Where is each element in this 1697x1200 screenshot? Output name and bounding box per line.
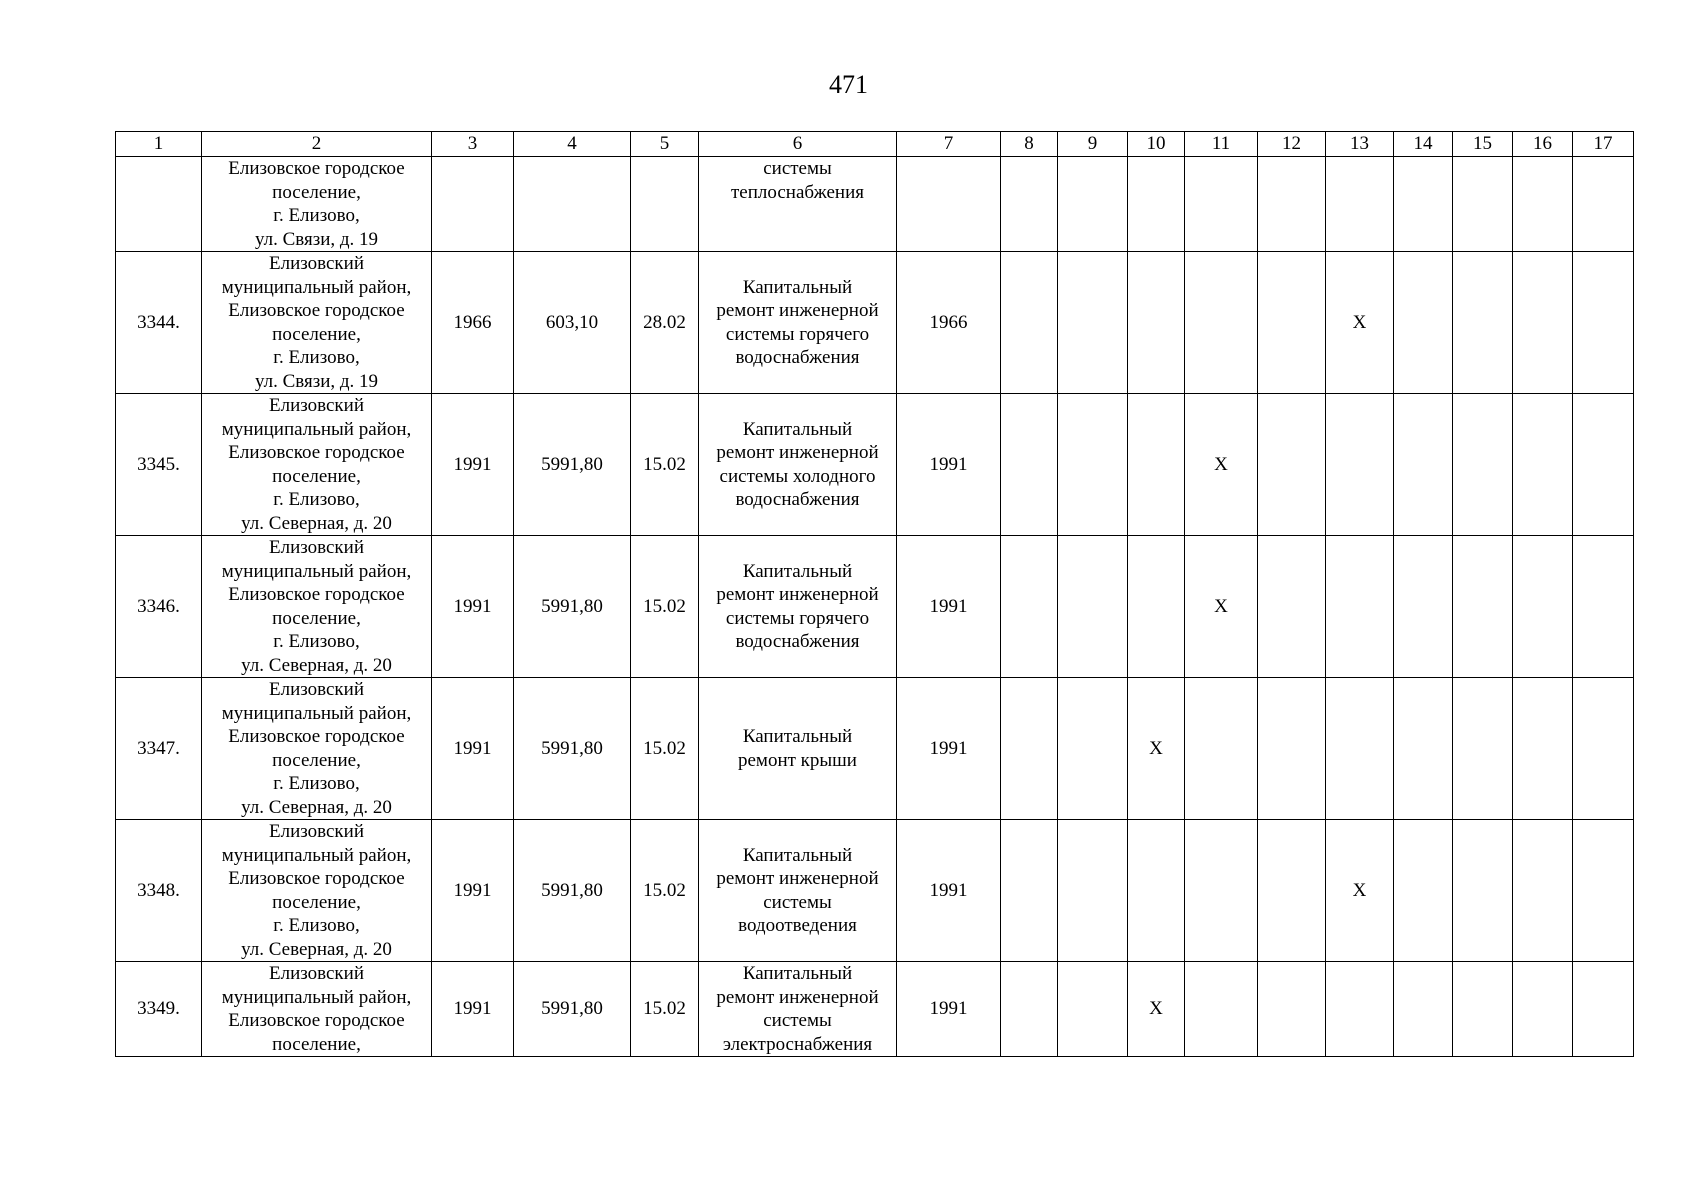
work-type-cell	[699, 536, 897, 678]
cell-col-14	[1394, 678, 1453, 820]
cell-col-3	[432, 678, 514, 820]
cell-col-17	[1573, 962, 1634, 1057]
column-header-8	[1001, 132, 1058, 157]
column-header-3-text: 3	[467, 133, 478, 154]
work-type-cell	[699, 252, 897, 394]
cell-col-12	[1258, 536, 1326, 678]
column-header-10	[1128, 132, 1185, 157]
row-number-text: 3349.	[137, 998, 180, 1020]
cell-col-16	[1513, 394, 1573, 536]
cell-col-14	[1394, 394, 1453, 536]
cell-col-5-text: 15.02	[643, 737, 686, 759]
cell-col-8	[1001, 252, 1058, 394]
cell-col-12	[1258, 157, 1326, 252]
row-number	[116, 252, 202, 394]
cell-col-4	[514, 157, 631, 252]
mark-cell	[1185, 536, 1258, 678]
address-cell-text: Елизовский муниципальный район, Елизовское городское поселение, г. Елизово, ул. Северная, д. 20	[221, 679, 412, 818]
row-number-text: 3346.	[137, 595, 180, 617]
cell-col-9	[1058, 820, 1128, 962]
cell-col-4-text: 5991,80	[541, 998, 603, 1020]
column-header-11-text: 11	[1211, 133, 1231, 154]
register-table	[115, 131, 1634, 1057]
cell-col-9	[1058, 678, 1128, 820]
row-number-text: 3345.	[137, 453, 180, 475]
mark-cell-text: X	[1149, 998, 1163, 1020]
cell-col-10	[1128, 394, 1185, 536]
cell-col-15	[1453, 252, 1513, 394]
cell-col-16	[1513, 678, 1573, 820]
page-number: 471	[829, 70, 868, 99]
cell-col-7-text: 1991	[929, 998, 968, 1020]
work-type-cell-text: Капитальный ремонт инженерной системы горячего водоснабжения	[716, 560, 879, 652]
table-row	[116, 536, 1634, 678]
cell-col-2-text: Елизовское городское поселение, г. Елизово, ул. Связи, д. 19	[228, 158, 405, 250]
address-cell	[202, 252, 432, 394]
cell-col-8	[1001, 536, 1058, 678]
cell-col-12	[1258, 820, 1326, 962]
cell-col-15	[1453, 536, 1513, 678]
cell-col-1	[116, 157, 202, 252]
cell-col-4	[514, 678, 631, 820]
cell-col-5	[631, 157, 699, 252]
cell-col-7	[897, 536, 1001, 678]
column-header-6	[699, 132, 897, 157]
work-type-cell	[699, 820, 897, 962]
work-type-cell	[699, 962, 897, 1057]
cell-col-16	[1513, 820, 1573, 962]
column-header-13	[1326, 132, 1394, 157]
cell-col-5-text: 15.02	[643, 453, 686, 475]
column-header-13-text: 13	[1350, 133, 1369, 154]
work-type-cell-text: Капитальный ремонт инженерной системы электроснабжения	[716, 963, 879, 1055]
cell-col-3-text: 1991	[453, 879, 492, 901]
cell-col-8	[1001, 394, 1058, 536]
cell-col-9	[1058, 157, 1128, 252]
address-cell-text: Елизовский муниципальный район, Елизовское городское поселение, г. Елизово, ул. Связи, д. 19	[221, 253, 412, 392]
cell-col-2	[202, 157, 432, 252]
cell-col-14	[1394, 820, 1453, 962]
cell-col-13	[1326, 962, 1394, 1057]
cell-col-17	[1573, 678, 1634, 820]
cell-col-11	[1185, 252, 1258, 394]
cell-col-7	[897, 962, 1001, 1057]
cell-col-3	[432, 157, 514, 252]
cell-col-4	[514, 536, 631, 678]
cell-col-5	[631, 962, 699, 1057]
cell-col-3-text: 1991	[453, 998, 492, 1020]
cell-col-5-text: 15.02	[643, 879, 686, 901]
cell-col-8	[1001, 820, 1058, 962]
cell-col-4-text: 5991,80	[541, 737, 603, 759]
cell-col-3-text: 1966	[453, 311, 492, 333]
cell-col-15	[1453, 394, 1513, 536]
column-header-14	[1394, 132, 1453, 157]
column-header-5-text: 5	[659, 133, 670, 154]
mark-cell-text: X	[1149, 737, 1163, 759]
cell-col-4	[514, 394, 631, 536]
mark-cell-text: X	[1214, 453, 1228, 475]
cell-col-14	[1394, 252, 1453, 394]
address-cell	[202, 962, 432, 1057]
cell-col-7	[897, 678, 1001, 820]
column-header-3	[432, 132, 514, 157]
column-header-12	[1258, 132, 1326, 157]
cell-col-16	[1513, 157, 1573, 252]
address-cell	[202, 536, 432, 678]
address-cell	[202, 820, 432, 962]
cell-col-9	[1058, 394, 1128, 536]
cell-col-5	[631, 536, 699, 678]
cell-col-5	[631, 394, 699, 536]
cell-col-11	[1185, 820, 1258, 962]
cell-col-8	[1001, 962, 1058, 1057]
table-row	[116, 678, 1634, 820]
cell-col-7-text: 1991	[929, 595, 968, 617]
column-header-12-text: 12	[1282, 133, 1301, 154]
row-number	[116, 962, 202, 1057]
cell-col-3-text: 1991	[453, 453, 492, 475]
column-header-14-text: 14	[1413, 133, 1433, 154]
cell-col-9	[1058, 252, 1128, 394]
cell-col-3	[432, 252, 514, 394]
cell-col-12	[1258, 962, 1326, 1057]
column-header-15	[1453, 132, 1513, 157]
cell-col-15	[1453, 678, 1513, 820]
cell-col-10	[1128, 157, 1185, 252]
address-cell-text: Елизовский муниципальный район, Елизовское городское поселение,	[221, 963, 412, 1055]
column-header-5	[631, 132, 699, 157]
column-header-15-text: 15	[1473, 133, 1492, 154]
column-header-17	[1573, 132, 1634, 157]
mark-cell-text: X	[1214, 595, 1228, 617]
cell-col-17	[1573, 157, 1634, 252]
cell-col-5-text: 28.02	[643, 311, 686, 333]
cell-col-3-text: 1991	[453, 737, 492, 759]
cell-col-12	[1258, 678, 1326, 820]
address-cell-text: Елизовский муниципальный район, Елизовское городское поселение, г. Елизово, ул. Северная, д. 20	[221, 395, 412, 534]
mark-cell-text: X	[1352, 311, 1367, 333]
column-header-1-text: 1	[153, 133, 164, 154]
mark-cell-text: X	[1352, 879, 1367, 901]
cell-col-4	[514, 962, 631, 1057]
column-header-6-text: 6	[792, 133, 803, 154]
cell-col-3	[432, 962, 514, 1057]
mark-cell	[1185, 394, 1258, 536]
column-header-9-text: 9	[1087, 133, 1098, 154]
cell-col-5-text: 15.02	[643, 595, 686, 617]
column-header-16-text: 16	[1533, 133, 1552, 154]
cell-col-8	[1001, 157, 1058, 252]
cell-col-16	[1513, 252, 1573, 394]
cell-col-14	[1394, 536, 1453, 678]
header-row	[116, 132, 1634, 157]
cell-col-16	[1513, 536, 1573, 678]
cell-col-14	[1394, 962, 1453, 1057]
row-number-text: 3344.	[137, 311, 180, 333]
address-cell-text: Елизовский муниципальный район, Елизовское городское поселение, г. Елизово, ул. Северная, д. 20	[221, 537, 412, 676]
column-header-9	[1058, 132, 1128, 157]
work-type-cell	[699, 678, 897, 820]
continuation-row	[116, 157, 1634, 252]
cell-col-10	[1128, 536, 1185, 678]
cell-col-13	[1326, 157, 1394, 252]
column-header-2	[202, 132, 432, 157]
table-row	[116, 820, 1634, 962]
row-number-text: 3347.	[137, 737, 180, 759]
cell-col-7-text: 1991	[929, 737, 968, 759]
cell-col-4-text: 5991,80	[541, 595, 603, 617]
cell-col-5	[631, 252, 699, 394]
cell-col-9	[1058, 962, 1128, 1057]
cell-col-3	[432, 536, 514, 678]
table-row	[116, 962, 1634, 1057]
cell-col-11	[1185, 157, 1258, 252]
table-row	[116, 394, 1634, 536]
work-type-cell-text: Капитальный ремонт инженерной системы холодного водоснабжения	[716, 418, 879, 510]
cell-col-11	[1185, 962, 1258, 1057]
cell-col-6	[699, 157, 897, 252]
cell-col-9	[1058, 536, 1128, 678]
cell-col-7-text: 1991	[929, 453, 968, 475]
cell-col-13	[1326, 536, 1394, 678]
cell-col-17	[1573, 820, 1634, 962]
cell-col-7-text: 1966	[929, 311, 968, 333]
cell-col-7	[897, 157, 1001, 252]
cell-col-4	[514, 252, 631, 394]
cell-col-5-text: 15.02	[643, 998, 686, 1020]
column-header-4-text: 4	[567, 133, 577, 154]
cell-col-15	[1453, 820, 1513, 962]
mark-cell	[1326, 252, 1394, 394]
cell-col-17	[1573, 252, 1634, 394]
row-number	[116, 678, 202, 820]
work-type-cell-text: Капитальный ремонт крыши	[738, 726, 857, 771]
row-number	[116, 394, 202, 536]
cell-col-12	[1258, 252, 1326, 394]
column-header-2-text: 2	[311, 133, 322, 154]
work-type-cell-text: Капитальный ремонт инженерной системы горячего водоснабжения	[716, 276, 879, 368]
address-cell-text: Елизовский муниципальный район, Елизовское городское поселение, г. Елизово, ул. Северная, д. 20	[221, 821, 412, 960]
cell-col-3	[432, 820, 514, 962]
cell-col-5	[631, 820, 699, 962]
column-header-10-text: 10	[1146, 133, 1166, 154]
cell-col-7	[897, 252, 1001, 394]
cell-col-5	[631, 678, 699, 820]
cell-col-3-text: 1991	[453, 595, 492, 617]
cell-col-15	[1453, 962, 1513, 1057]
cell-col-17	[1573, 394, 1634, 536]
cell-col-4-text: 5991,80	[541, 879, 603, 901]
cell-col-12	[1258, 394, 1326, 536]
work-type-cell-text: Капитальный ремонт инженерной системы водоотведения	[716, 844, 879, 936]
cell-col-17	[1573, 536, 1634, 678]
cell-col-3	[432, 394, 514, 536]
cell-col-16	[1513, 962, 1573, 1057]
column-header-7-text: 7	[943, 133, 954, 154]
table-row	[116, 252, 1634, 394]
cell-col-4	[514, 820, 631, 962]
work-type-cell	[699, 394, 897, 536]
cell-col-7-text: 1991	[929, 879, 968, 901]
cell-col-13	[1326, 394, 1394, 536]
column-header-17-text: 17	[1593, 133, 1613, 154]
column-header-11	[1185, 132, 1258, 157]
cell-col-14	[1394, 157, 1453, 252]
cell-col-6-text: системы теплоснабжения	[731, 158, 864, 203]
address-cell	[202, 394, 432, 536]
cell-col-10	[1128, 252, 1185, 394]
column-header-1	[116, 132, 202, 157]
mark-cell	[1128, 678, 1185, 820]
column-header-4	[514, 132, 631, 157]
cell-col-10	[1128, 820, 1185, 962]
row-number-text: 3348.	[137, 879, 180, 901]
column-header-8-text: 8	[1024, 133, 1034, 154]
cell-col-4-text: 5991,80	[541, 453, 603, 475]
row-number	[116, 536, 202, 678]
cell-col-4-text: 603,10	[545, 311, 599, 333]
cell-col-7	[897, 820, 1001, 962]
cell-col-7	[897, 394, 1001, 536]
cell-col-15	[1453, 157, 1513, 252]
column-header-16	[1513, 132, 1573, 157]
mark-cell	[1326, 820, 1394, 962]
row-number	[116, 820, 202, 962]
cell-col-8	[1001, 678, 1058, 820]
cell-col-11	[1185, 678, 1258, 820]
cell-col-13	[1326, 678, 1394, 820]
address-cell	[202, 678, 432, 820]
mark-cell	[1128, 962, 1185, 1057]
column-header-7	[897, 132, 1001, 157]
